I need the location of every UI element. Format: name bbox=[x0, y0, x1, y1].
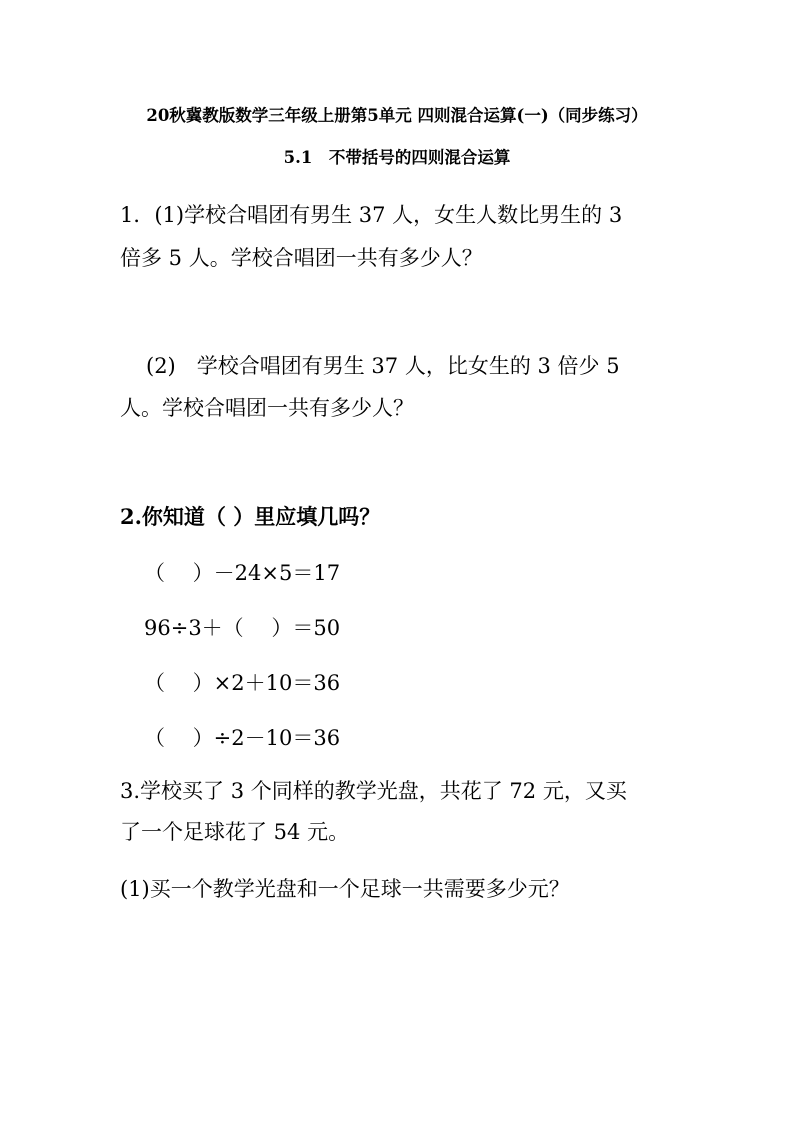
q3-part1: (1)买一个教学光盘和一个足球一共需要多少元？ bbox=[120, 877, 570, 901]
q3-line1: 3.学校买了 3 个同样的教学光盘，共花了 72 元，又买 bbox=[120, 779, 627, 803]
q1-part1-line2: 倍多 5 人。学校合唱团一共有多少人？ bbox=[120, 246, 483, 270]
q1-part1-line1: 1．(1)学校合唱团有男生 37 人，女生人数比男生的 3 bbox=[120, 203, 623, 227]
q2-heading: 2.你知道（ ）里应填几吗？ bbox=[120, 504, 381, 529]
q3-line2: 了一个足球花了 54 元。 bbox=[120, 820, 350, 844]
q2-equation-4: （ ）÷2－10＝36 bbox=[144, 726, 341, 750]
q2-equation-3: （ ）×2＋10＝36 bbox=[144, 671, 341, 695]
q2-equation-2: 96÷3＋（ ）＝50 bbox=[144, 616, 341, 640]
document-title: 20秋冀教版数学三年级上册第5单元 四则混合运算(一)（同步练习） bbox=[146, 106, 648, 125]
q2-equation-1: （ ）－24×5＝17 bbox=[144, 561, 341, 585]
q1-part2-line2: 人。学校合唱团一共有多少人？ bbox=[120, 396, 414, 420]
q1-part2-line1: (2) 学校合唱团有男生 37 人，比女生的 3 倍少 5 bbox=[146, 354, 620, 378]
section-subtitle: 5.1 不带括号的四则混合运算 bbox=[283, 148, 511, 167]
